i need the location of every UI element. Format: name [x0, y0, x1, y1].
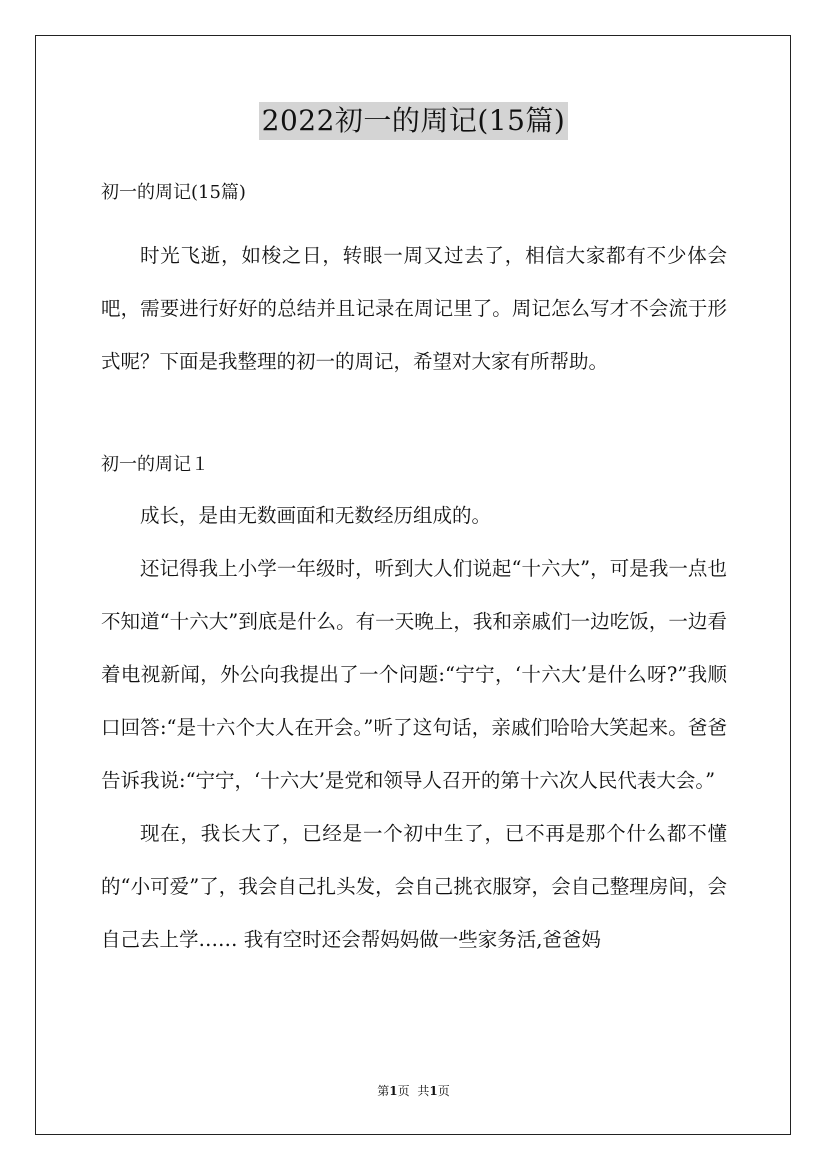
body-paragraph-1: 成长，是由无数画面和无数经历组成的。	[140, 504, 492, 527]
title-area	[0, 102, 827, 140]
footer-total-prefix: 共	[417, 1084, 430, 1098]
footer-page-suffix: 页	[397, 1084, 410, 1098]
footer-prefix: 第	[377, 1084, 390, 1098]
footer-total-pages: 1	[429, 1084, 438, 1098]
intro-paragraph: 时光飞逝，如梭之日，转眼一周又过去了，相信大家都有不少体会吧，需要进行好好的总结并且记录在周记里了。周记怎么写才不会流于形式呢？下面是我整理的初一的周记，希望对大家有所帮助。	[101, 244, 727, 373]
section-heading: 初一的周记１	[101, 454, 209, 475]
page-footer	[0, 1082, 827, 1099]
document-subtitle: 初一的周记(15篇)	[101, 182, 246, 203]
body-paragraph-3: 现在，我长大了，已经是一个初中生了，已不再是那个什么都不懂的“小可爱”了，我会自己扎头发，会自己挑衣服穿，会自己整理房间，会自己去上学…… 我有空时还会帮妈妈做一些家务活,爸爸妈	[101, 822, 727, 951]
footer-page-number: 1	[389, 1084, 398, 1098]
footer-total-suffix: 页	[437, 1084, 450, 1098]
document-body	[101, 176, 727, 966]
document-title: 2022初一的周记(15篇)	[259, 102, 569, 140]
body-paragraph-2: 还记得我上小学一年级时，听到大人们说起“十六大”，可是我一点也不知道“十六大”到底是什么。有一天晚上，我和亲戚们一边吃饭，一边看着电视新闻，外公向我提出了一个问题:“宁宁，‘十六大’是什么呀?”我顺口回答:“是十六个大人在开会。”听了这句话，亲戚们哈哈大笑起来。爸爸告诉我说:“宁宁，‘十六大’是党和领导人召开的第十六次人民代表大会。”	[101, 557, 727, 792]
